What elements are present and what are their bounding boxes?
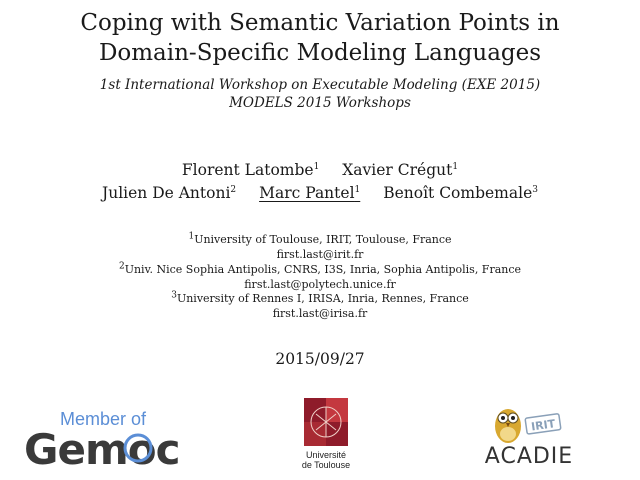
gemoc-member-text: Member of — [60, 409, 147, 429]
authors-row-2 — [0, 183, 640, 203]
gemoc-name-text: Gemoc — [24, 425, 180, 468]
affiliation-1-email: first.last@irit.fr — [276, 248, 364, 261]
affiliation-2-email: first.last@polytech.unice.fr — [244, 278, 396, 291]
affiliation-3: $^3$University of Rennes I, IRISA, Inria, Rennes, France — [171, 290, 469, 305]
universite-toulouse-logo — [296, 396, 356, 480]
presenting-author: Marc Pantel$^1$ — [259, 184, 361, 202]
author: Julien De Antoni$^2$ — [102, 184, 237, 202]
toulouse-line-1: Université — [305, 450, 346, 460]
workshop-name: 1st International Workshop on Executable Modeling (EXE 2015) — [99, 77, 541, 93]
affiliation-2: $^2$Univ. Nice Sophia Antipolis, CNRS, I3S, Inria, Sophia Antipolis, France — [118, 261, 522, 276]
affiliation-3-email: first.last@irisa.fr — [272, 307, 368, 320]
acadie-wordmark: ACADIE — [484, 444, 574, 469]
authors-row-1 — [0, 160, 640, 180]
acadie-logo — [474, 404, 584, 470]
gemoc-logo — [22, 406, 190, 468]
presentation-date: 2015/09/27 — [275, 350, 365, 368]
author: Benoît Combemale$^3$ — [383, 184, 538, 202]
author: Xavier Crégut$^1$ — [342, 161, 459, 179]
workshop-venue: MODELS 2015 Workshops — [229, 95, 411, 111]
owl-icon — [495, 409, 521, 443]
title-line-1: Coping with Semantic Variation Points in — [80, 10, 560, 36]
author: Florent Latombe$^1$ — [181, 161, 320, 179]
toulouse-line-2: de Toulouse — [301, 460, 351, 470]
affiliation-1: $^1$University of Toulouse, IRIT, Toulouse, France — [188, 231, 452, 246]
irit-badge-text: IRIT — [530, 417, 557, 434]
title-line-2: Domain-Specific Modeling Languages — [98, 40, 542, 66]
